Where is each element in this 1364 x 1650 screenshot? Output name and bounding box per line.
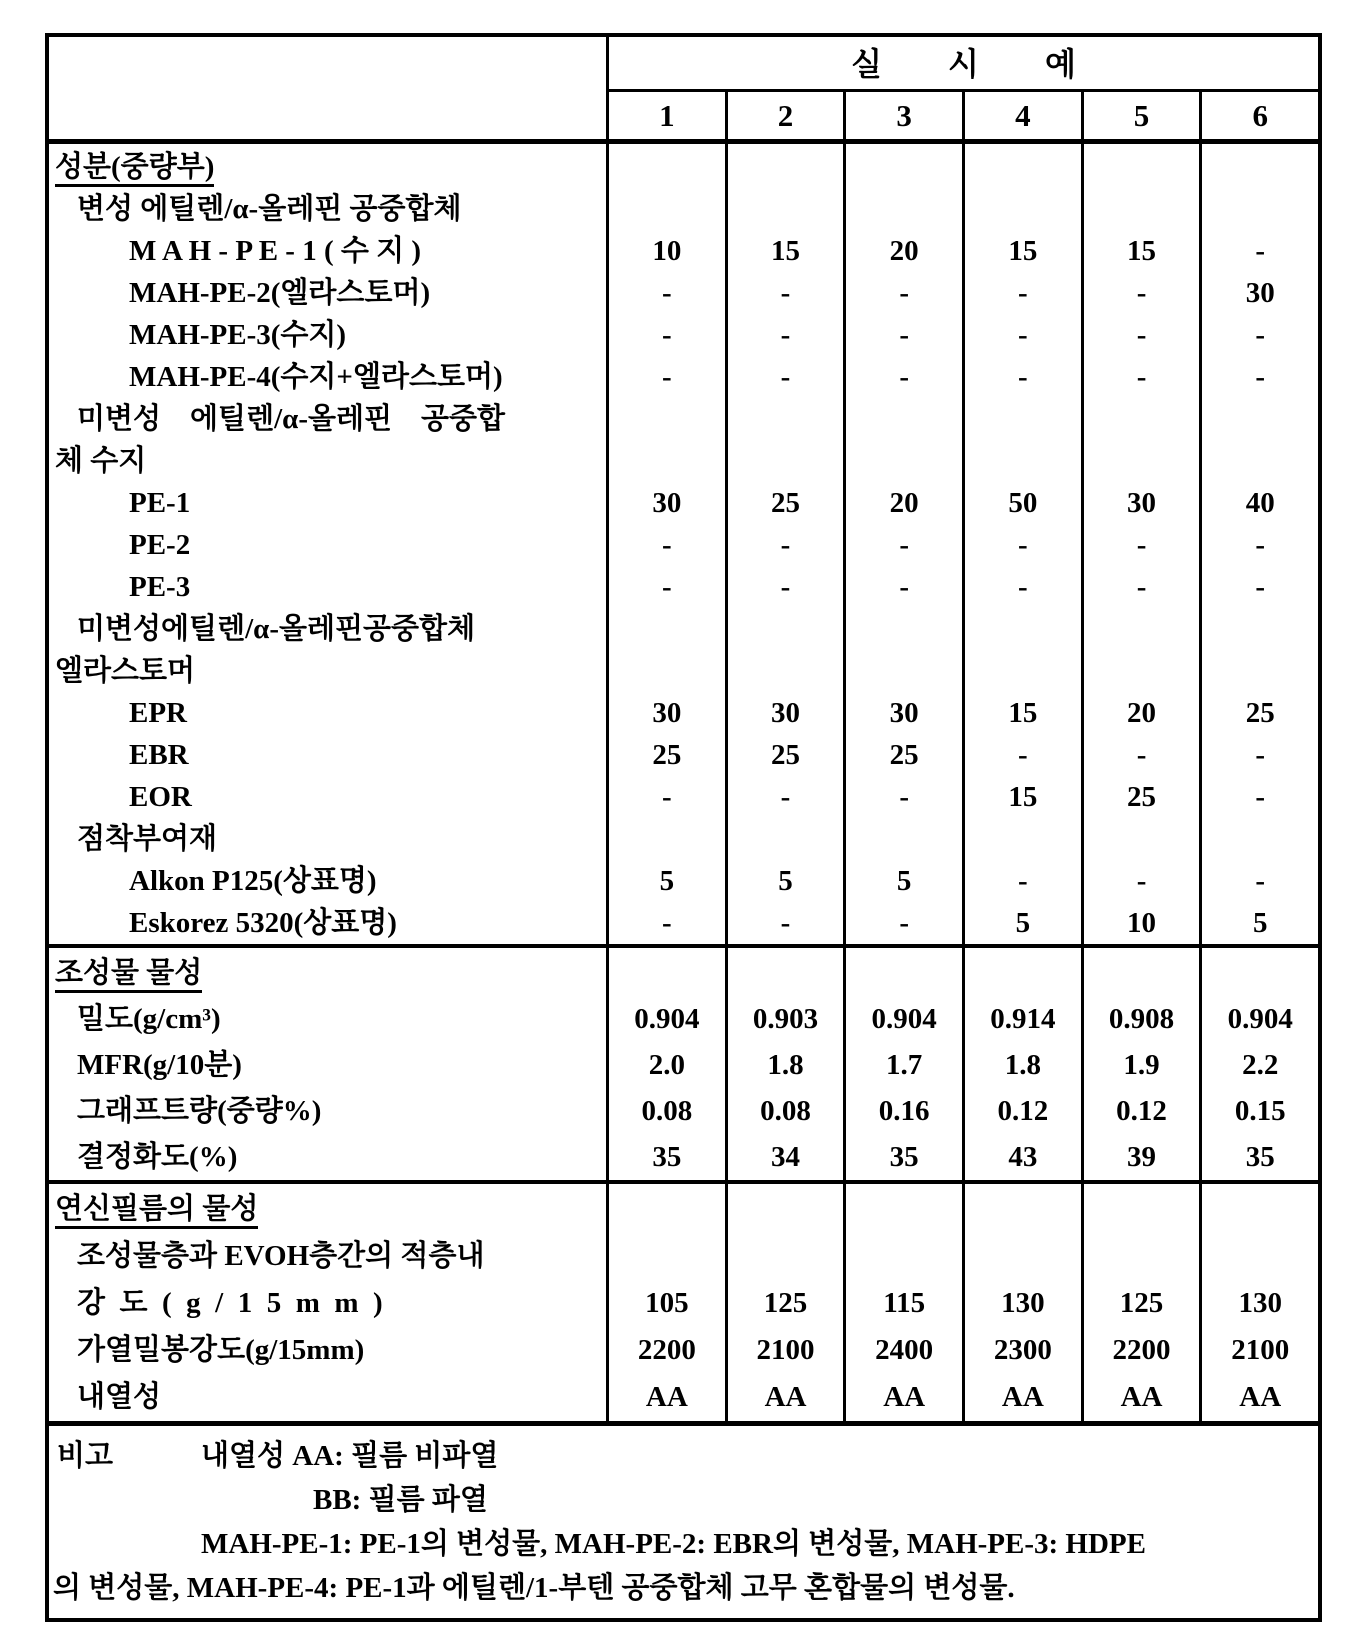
table-cell: 0.904 <box>871 1003 937 1035</box>
table-cell: - <box>780 277 791 309</box>
example-column-4 <box>962 1184 1081 1421</box>
table-cell: - <box>1136 361 1147 393</box>
table-cell: 10 <box>652 235 682 267</box>
table-cell <box>1202 608 1318 650</box>
row-label-column <box>49 144 609 944</box>
table-cell <box>728 398 844 440</box>
row-label: MAH-PE-4(수지+엘라스토머) <box>129 361 503 393</box>
row-label: 미변성에틸렌/α-올레핀공중합체 <box>77 613 476 645</box>
table-cell: 20 <box>1127 697 1157 729</box>
table-cell: AA <box>1001 1381 1044 1413</box>
table-cell: - <box>1136 319 1147 351</box>
example-column-6 <box>1199 144 1318 944</box>
table-cell: 25 <box>1245 697 1275 729</box>
table-cell: - <box>662 319 672 351</box>
table-cell <box>728 608 844 650</box>
row-label: Alkon P125(상표명) <box>129 865 377 897</box>
example-column-2 <box>725 948 844 1180</box>
section-heading: 연신필름의 물성 <box>55 1193 258 1229</box>
table-cell <box>1084 398 1200 440</box>
table-cell: 130 <box>1238 1287 1282 1319</box>
table-cell: AA <box>883 1381 926 1413</box>
column-header: 5 <box>1081 92 1200 139</box>
row-label: 변성 에틸렌/α-올레핀 공중합체 <box>77 193 462 225</box>
table-cell: AA <box>764 1381 807 1413</box>
table-cell: 30 <box>889 697 919 729</box>
table-cell: 25 <box>771 487 800 519</box>
example-column-3 <box>843 144 962 944</box>
table-cell: - <box>899 529 910 561</box>
row-label <box>49 950 606 996</box>
column-header: 2 <box>725 92 844 139</box>
table-cell <box>728 1186 844 1233</box>
table-cell: - <box>662 781 672 813</box>
table-cell <box>965 440 1081 482</box>
table-cell <box>1084 1233 1200 1280</box>
table-cell: 15 <box>1008 697 1038 729</box>
table-cell <box>1202 950 1318 996</box>
table-cell <box>965 398 1081 440</box>
footnote-line: MAH-PE-1: PE-1의 변성물, MAH-PE-2: EBR의 변성물, MAH-PE-3: HDPE <box>201 1528 1146 1560</box>
example-column-3 <box>843 1184 962 1421</box>
table-cell: 0.12 <box>1116 1095 1167 1127</box>
footnote-lines <box>49 1434 1318 1610</box>
table-cell: AA <box>1120 1381 1163 1413</box>
table-cell: - <box>780 529 791 561</box>
table-cell <box>609 440 725 482</box>
examples-table <box>45 33 1322 1622</box>
column-header: 6 <box>1199 92 1318 139</box>
table-cell <box>965 188 1081 230</box>
table-cell: 0.16 <box>878 1095 930 1127</box>
row-label: 엘라스토머 <box>55 655 196 687</box>
table-cell: 25 <box>652 739 682 771</box>
table-cell: - <box>662 361 672 393</box>
table-cell: - <box>899 277 910 309</box>
table-cell: AA <box>645 1381 688 1413</box>
table-cell: 15 <box>1008 781 1038 813</box>
footnote-line: BB: 필름 파열 <box>313 1484 488 1516</box>
example-column-5 <box>1081 144 1200 944</box>
table-cell <box>728 650 844 692</box>
row-label: PE-3 <box>129 571 191 603</box>
table-cell: 0.08 <box>760 1095 811 1127</box>
table-cell <box>1084 1186 1200 1233</box>
row-label: MFR(g/10분) <box>77 1049 242 1081</box>
example-column-4 <box>962 144 1081 944</box>
example-column-3 <box>843 948 962 1180</box>
table-cell: 43 <box>1008 1141 1038 1173</box>
table-cell: 15 <box>1008 235 1038 267</box>
table-cell: - <box>899 361 910 393</box>
section-composition-properties <box>49 944 1318 1180</box>
row-label: PE-1 <box>129 487 191 519</box>
table-cell <box>728 146 844 188</box>
table-cell: - <box>1018 865 1028 897</box>
table-cell: - <box>780 361 791 393</box>
examples-group-header: 실 시 예 <box>609 37 1318 92</box>
table-cell <box>1202 398 1318 440</box>
table-cell <box>609 650 725 692</box>
column-header: 3 <box>843 92 962 139</box>
table-cell: 1.8 <box>767 1049 804 1081</box>
table-cell <box>846 1233 962 1280</box>
row-label: 미변성 에틸렌/α-올레핀 공중합 <box>77 403 506 435</box>
table-cell: - <box>1136 571 1147 603</box>
table-cell <box>846 440 962 482</box>
column-header: 4 <box>962 92 1081 139</box>
example-column-1 <box>609 948 725 1180</box>
row-label: MAH-PE-3(수지) <box>129 319 347 351</box>
row-label: 밀도(g/cm³) <box>77 1003 221 1035</box>
section-stretched-film-properties <box>49 1180 1318 1421</box>
table-cell: - <box>1255 739 1266 771</box>
table-cell <box>1202 1233 1318 1280</box>
table-cell: 105 <box>645 1287 689 1319</box>
row-label: 점착부여재 <box>77 823 218 855</box>
table-cell: 15 <box>1127 235 1157 267</box>
table-cell: 15 <box>771 235 800 267</box>
table-cell: 1.9 <box>1123 1049 1160 1081</box>
table-cell: 0.914 <box>990 1003 1056 1035</box>
table-cell: - <box>1136 865 1147 897</box>
table-cell: 0.903 <box>752 1003 819 1035</box>
column-headers <box>609 92 1318 139</box>
table-cell <box>1202 440 1318 482</box>
table-cell: 25 <box>771 739 800 771</box>
table-cell: - <box>1136 529 1147 561</box>
table-cell: 2.0 <box>648 1049 685 1081</box>
table-cell: - <box>1255 571 1266 603</box>
table-cell: - <box>1018 739 1028 771</box>
table-cell: 5 <box>659 865 675 897</box>
section-heading: 성분(중량부) <box>55 151 214 187</box>
table-cell: 30 <box>1245 277 1275 309</box>
table-cell <box>728 440 844 482</box>
table-cell: - <box>662 571 672 603</box>
table-cell: 0.12 <box>997 1095 1049 1127</box>
table-cell: 50 <box>1008 487 1038 519</box>
table-cell: 0.15 <box>1234 1095 1286 1127</box>
table-cell <box>609 188 725 230</box>
footnote <box>49 1421 1318 1618</box>
example-column-5 <box>1081 948 1200 1180</box>
table-cell: 39 <box>1127 1141 1157 1173</box>
table-cell <box>846 188 962 230</box>
table-cell <box>846 146 962 188</box>
table-cell: - <box>899 781 910 813</box>
row-label: EPR <box>129 697 187 729</box>
table-cell: 0.08 <box>641 1095 693 1127</box>
table-cell: - <box>1255 865 1266 897</box>
table-cell: 35 <box>652 1141 682 1173</box>
column-header: 1 <box>659 98 675 133</box>
table-cell: - <box>780 571 791 603</box>
row-label: M A H - P E - 1 ( 수 지 ) <box>129 235 422 267</box>
table-cell <box>728 1233 844 1280</box>
table-cell <box>609 818 725 860</box>
table-cell: 2400 <box>875 1334 934 1366</box>
table-cell <box>609 398 725 440</box>
row-label: 강 도 ( g / 1 5 m m ) <box>77 1287 383 1319</box>
table-cell <box>846 1186 962 1233</box>
table-cell <box>846 650 962 692</box>
row-label: 조성물층과 EVOH층간의 적층내 <box>77 1240 485 1272</box>
table-cell <box>965 146 1081 188</box>
table-cell: 130 <box>1001 1287 1045 1319</box>
row-label <box>49 146 606 188</box>
example-column-2 <box>725 144 844 944</box>
table-cell <box>1084 440 1200 482</box>
table-cell: 5 <box>896 865 912 897</box>
table-cell: 1.8 <box>1004 1049 1041 1081</box>
table-cell: 125 <box>1119 1287 1164 1319</box>
table-cell: 2.2 <box>1242 1049 1279 1081</box>
row-label: 결정화도(%) <box>77 1141 238 1173</box>
table-cell <box>1084 950 1200 996</box>
table-cell <box>728 950 844 996</box>
example-column-5 <box>1081 1184 1200 1421</box>
table-cell: 40 <box>1245 487 1275 519</box>
example-column-2 <box>725 1184 844 1421</box>
table-cell: - <box>899 907 910 939</box>
table-cell <box>728 188 844 230</box>
example-column-1 <box>609 1184 725 1421</box>
table-cell: 2200 <box>637 1334 696 1366</box>
example-column-4 <box>962 948 1081 1180</box>
table-cell: 35 <box>889 1141 919 1173</box>
table-cell <box>846 818 962 860</box>
table-cell: 30 <box>652 697 682 729</box>
footnote-line: 의 변성물, MAH-PE-4: PE-1과 에틸렌/1-부텐 공중합체 고무 혼합물의 변성물. <box>53 1572 1015 1604</box>
table-cell: 35 <box>1245 1141 1275 1173</box>
table-cell <box>609 950 725 996</box>
table-cell <box>609 1233 725 1280</box>
table-cell: - <box>899 571 910 603</box>
footnote-label: 비고 <box>57 1440 114 1472</box>
table-cell: - <box>1255 529 1266 561</box>
table-cell: 10 <box>1127 907 1157 939</box>
section-heading: 조성물 물성 <box>55 957 202 993</box>
table-cell <box>728 818 844 860</box>
table-cell: 0.904 <box>634 1003 700 1035</box>
table-cell: 25 <box>1127 781 1157 813</box>
table-cell: 2100 <box>756 1334 815 1366</box>
table-cell: - <box>1018 277 1028 309</box>
table-cell <box>846 950 962 996</box>
row-label: PE-2 <box>129 529 191 561</box>
table-body <box>49 144 1318 1421</box>
table-cell: - <box>662 907 672 939</box>
row-label: 체 수지 <box>55 445 147 477</box>
example-column-6 <box>1199 1184 1318 1421</box>
table-cell: 2100 <box>1231 1334 1290 1366</box>
table-cell <box>965 818 1081 860</box>
row-label: EBR <box>129 739 189 771</box>
table-cell: - <box>1136 739 1147 771</box>
table-cell: - <box>1255 361 1266 393</box>
table-header <box>49 37 1318 144</box>
row-label: MAH-PE-2(엘라스토머) <box>129 277 431 309</box>
table-cell: - <box>1255 319 1266 351</box>
table-cell <box>965 950 1081 996</box>
row-label: 가열밀봉강도(g/15mm) <box>77 1334 365 1366</box>
footnote-line: 내열성 AA: 필름 비파열 <box>201 1440 499 1472</box>
table-cell: 115 <box>883 1287 926 1319</box>
table-cell: - <box>662 529 672 561</box>
stub-header-cell <box>49 37 609 139</box>
table-cell: 30 <box>1127 487 1157 519</box>
table-cell: - <box>899 319 910 351</box>
table-cell: 20 <box>889 235 919 267</box>
table-cell: AA <box>1239 1381 1282 1413</box>
table-cell <box>1202 650 1318 692</box>
table-cell: 30 <box>652 487 682 519</box>
table-cell: - <box>780 319 791 351</box>
example-column-1 <box>609 144 725 944</box>
section-components <box>49 144 1318 944</box>
table-cell <box>609 1186 725 1233</box>
table-cell <box>1084 818 1200 860</box>
table-cell: 125 <box>763 1287 808 1319</box>
examples-header-area <box>609 37 1318 139</box>
table-cell: 25 <box>889 739 919 771</box>
table-cell <box>965 1233 1081 1280</box>
row-label-column <box>49 948 609 1180</box>
table-cell <box>1084 146 1200 188</box>
table-cell: - <box>780 781 791 813</box>
table-cell: 20 <box>889 487 919 519</box>
table-cell: - <box>1136 277 1147 309</box>
table-cell <box>846 608 962 650</box>
table-cell: - <box>780 907 791 939</box>
table-cell: - <box>1018 529 1028 561</box>
table-cell: 2300 <box>993 1334 1052 1366</box>
table-cell: - <box>662 277 672 309</box>
table-cell: 2200 <box>1112 1334 1171 1366</box>
table-cell <box>609 146 725 188</box>
table-cell: 5 <box>1015 907 1031 939</box>
table-cell <box>1084 188 1200 230</box>
table-cell: - <box>1255 235 1266 267</box>
table-cell <box>1202 146 1318 188</box>
table-cell: 5 <box>1252 907 1268 939</box>
table-cell <box>1202 1186 1318 1233</box>
table-cell <box>846 398 962 440</box>
row-label-column <box>49 1184 609 1421</box>
table-cell: - <box>1018 571 1028 603</box>
row-label: EOR <box>129 781 192 813</box>
table-cell <box>965 650 1081 692</box>
table-cell: - <box>1255 781 1266 813</box>
table-cell: 0.904 <box>1227 1003 1293 1035</box>
row-label <box>49 1186 606 1233</box>
example-column-6 <box>1199 948 1318 1180</box>
table-cell: 5 <box>778 865 793 897</box>
table-cell: - <box>1018 361 1028 393</box>
row-label: 그래프트량(중량%) <box>77 1095 322 1127</box>
table-cell <box>609 608 725 650</box>
table-cell <box>1084 650 1200 692</box>
table-cell: 1.7 <box>886 1049 923 1081</box>
table-cell <box>965 608 1081 650</box>
table-cell: - <box>1018 319 1028 351</box>
table-cell: 0.908 <box>1108 1003 1175 1035</box>
table-cell: 30 <box>771 697 800 729</box>
table-cell: 34 <box>771 1141 800 1173</box>
table-cell <box>965 1186 1081 1233</box>
table-cell <box>1202 188 1318 230</box>
row-label: 내열성 <box>77 1381 162 1413</box>
row-label: Eskorez 5320(상표명) <box>129 907 397 939</box>
table-cell <box>1084 608 1200 650</box>
table-cell <box>1202 818 1318 860</box>
